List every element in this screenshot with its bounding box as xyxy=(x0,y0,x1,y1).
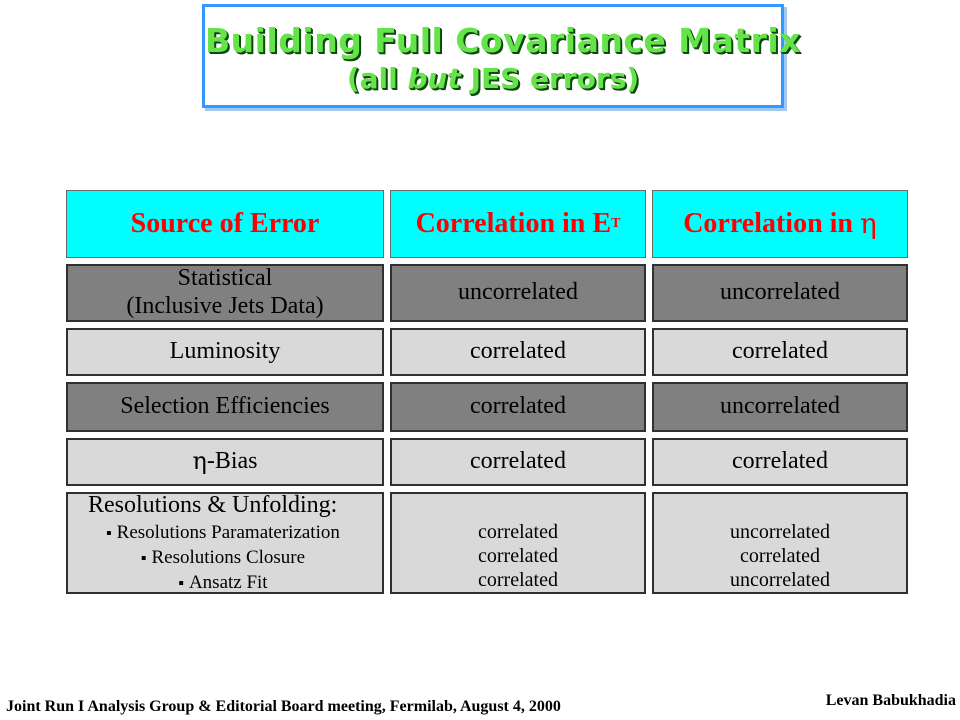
res-eta-value: uncorrelated xyxy=(730,521,830,543)
row-eta-bias-eta: correlated xyxy=(652,438,908,486)
res-et-value: correlated xyxy=(478,569,558,591)
row-resolutions-et xyxy=(390,492,646,594)
subtitle-part-1: (all xyxy=(346,62,408,95)
source-line-1: Statistical xyxy=(177,265,273,292)
header-correlation-eta xyxy=(652,190,908,258)
row-selection-et: correlated xyxy=(390,382,646,432)
header-et-subscript: T xyxy=(611,215,621,231)
row-eta-bias-source xyxy=(66,438,384,486)
res-eta-value: correlated xyxy=(740,545,820,567)
row-selection-eta: uncorrelated xyxy=(652,382,908,432)
resolutions-list xyxy=(106,521,340,596)
res-et-value: correlated xyxy=(478,545,558,567)
source-line-2: (Inclusive Jets Data) xyxy=(126,293,324,319)
row-statistical-source xyxy=(66,264,384,322)
subtitle-part-2: JES errors) xyxy=(460,62,640,95)
bias-label: -Bias xyxy=(206,448,258,475)
list-item: ▪ Resolutions Paramaterization xyxy=(106,521,340,546)
row-luminosity-et: correlated xyxy=(390,328,646,376)
list-item: ▪ Resolutions Closure xyxy=(106,546,340,571)
row-resolutions-source xyxy=(66,492,384,594)
title-box xyxy=(202,4,802,108)
error-correlation-table xyxy=(66,190,908,594)
row-eta-bias-et: correlated xyxy=(390,438,646,486)
res-et-value: correlated xyxy=(478,521,558,543)
header-source-of-error: Source of Error xyxy=(66,190,384,258)
footer-meeting-info: Joint Run I Analysis Group & Editorial Board meeting, Fermilab, August 4, 2000 xyxy=(6,698,561,715)
row-resolutions-eta xyxy=(652,492,908,594)
slide-title: Building Full Covariance Matrix xyxy=(205,21,802,60)
res-eta-value: uncorrelated xyxy=(730,569,830,591)
row-statistical-eta: uncorrelated xyxy=(652,264,908,322)
resolutions-title: Resolutions & Unfolding: xyxy=(88,491,338,518)
eta-symbol: η xyxy=(192,447,207,476)
header-et-text: Correlation in E xyxy=(415,207,612,239)
header-correlation-et xyxy=(390,190,646,258)
header-eta-text: Correlation in xyxy=(683,207,861,239)
header-eta-symbol: η xyxy=(860,206,877,240)
list-item: ▪ Ansatz Fit xyxy=(106,571,340,596)
row-luminosity-source: Luminosity xyxy=(66,328,384,376)
row-selection-source: Selection Efficiencies xyxy=(66,382,384,432)
slide-subtitle xyxy=(205,62,781,95)
footer-author: Levan Babukhadia xyxy=(825,692,956,709)
row-luminosity-eta: correlated xyxy=(652,328,908,376)
row-statistical-et: uncorrelated xyxy=(390,264,646,322)
subtitle-italic: but xyxy=(407,62,461,95)
